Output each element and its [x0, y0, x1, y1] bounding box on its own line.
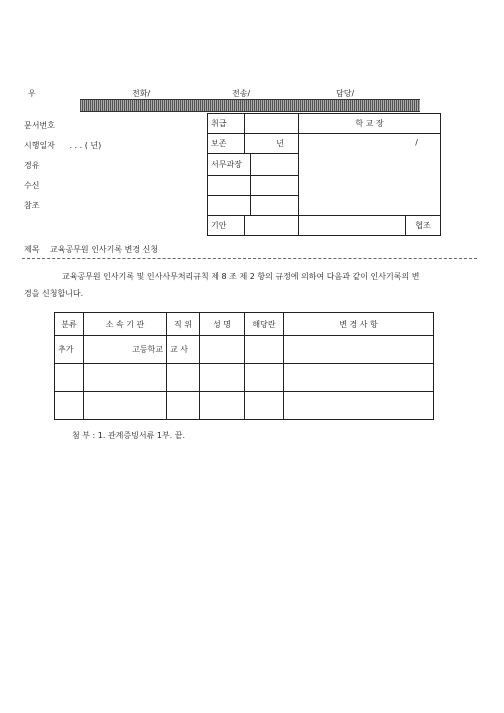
- row1-category: 추가: [55, 336, 84, 364]
- col-category: 분류: [55, 313, 84, 336]
- principal-cell: 학 교 장: [299, 114, 441, 134]
- row2-org: [84, 364, 167, 392]
- blank-cell-a: [208, 176, 251, 196]
- row3-field: [245, 392, 284, 420]
- subject-divider: [22, 258, 477, 259]
- zip-label: 우: [28, 89, 36, 98]
- approval-grid: [207, 113, 441, 236]
- header-band: [80, 99, 420, 112]
- col-name: 성 명: [200, 313, 245, 336]
- row2-category: [55, 364, 84, 392]
- row2-position: [167, 364, 200, 392]
- col-field: 해당란: [245, 313, 284, 336]
- principal-sign-area: /: [299, 134, 441, 216]
- subject-label: 제목: [24, 245, 40, 254]
- row1-field: [245, 336, 284, 364]
- row3-position: [167, 392, 200, 420]
- dept-head-cell: 서무과장: [208, 154, 251, 176]
- table-row: [55, 336, 434, 364]
- phone-label: 전화/: [132, 89, 151, 98]
- drafter-value: [245, 216, 299, 236]
- row1-changes: [284, 336, 434, 364]
- blank-cell-b: [251, 176, 299, 196]
- row3-org: [84, 392, 167, 420]
- doc-no-label: 문서번호: [24, 121, 55, 130]
- subject-line: [24, 244, 158, 255]
- fax-label: 전송/: [232, 89, 251, 98]
- body-line-1: 교육공무원 인사기록 및 인사사무처리규칙 제 8 조 제 2 항의 규정에 의하여 다음과 같이 인사기록의 변: [62, 272, 420, 281]
- attachment-line: 첨 부 : 1. 관계증빙서류 1부. 끝.: [72, 431, 186, 440]
- retention-cell: 보존: [208, 134, 245, 154]
- records-header-row: [55, 313, 434, 336]
- blank-cell-c: [208, 196, 251, 216]
- row1-name: [200, 336, 245, 364]
- dept-head-sign: [251, 154, 299, 176]
- row3-changes: [284, 392, 434, 420]
- table-row: [55, 364, 434, 392]
- row3-category: [55, 392, 84, 420]
- cc-label: 참조: [24, 201, 40, 210]
- row1-position: 교 사: [167, 336, 200, 364]
- to-label: 수신: [24, 181, 40, 190]
- via-label: 경유: [24, 161, 40, 170]
- body-line-2: 경을 신청합니다.: [24, 289, 84, 298]
- retention-year: 년: [245, 134, 299, 154]
- cooperation-cell: 협조: [406, 216, 441, 236]
- row2-name: [200, 364, 245, 392]
- blank-cell-d: [251, 196, 299, 216]
- body-text: [24, 268, 462, 302]
- col-org: 소 속 기 관: [84, 313, 167, 336]
- table-row: [55, 392, 434, 420]
- subject-text: 교육공무원 인사기록 변경 신청: [50, 245, 159, 254]
- exec-date-label: 시행일자 . . . ( 년): [24, 141, 102, 150]
- handling-cell: 취급: [208, 114, 245, 134]
- col-position: 직 위: [167, 313, 200, 336]
- date-blank: . . . ( 년): [69, 141, 102, 150]
- col-changes: 변 경 사 항: [284, 313, 434, 336]
- row3-name: [200, 392, 245, 420]
- row2-changes: [284, 364, 434, 392]
- handling-value: [245, 114, 299, 134]
- records-table: [54, 312, 434, 420]
- manager-label: 담당/: [336, 89, 355, 98]
- row2-field: [245, 364, 284, 392]
- row1-org: 고등학교: [84, 336, 167, 364]
- drafter-cell: 기안: [208, 216, 245, 236]
- blank-cell-e: [299, 216, 406, 236]
